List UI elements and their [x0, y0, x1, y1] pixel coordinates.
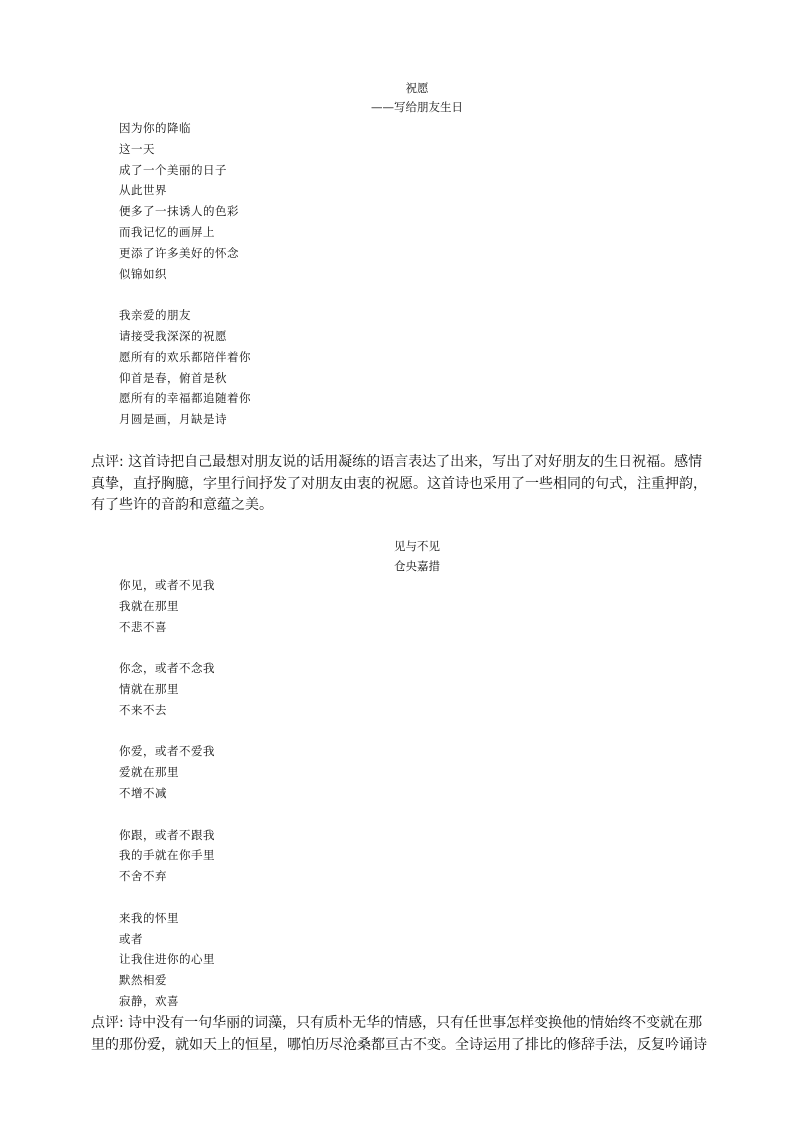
- poem2-body: [119, 575, 215, 1012]
- poem-line: 从此世界: [119, 183, 167, 198]
- poem-line: 请接受我深深的祝愿: [119, 328, 227, 343]
- poem-line: 默然相爱: [119, 973, 167, 988]
- poem-line: 你念，或者不念我: [119, 661, 215, 676]
- stanza-break: [119, 887, 215, 908]
- poem1-subtitle: ——写给朋友生日: [371, 100, 463, 114]
- poem-line: 或者: [119, 931, 143, 946]
- poem-line: 你爱，或者不爱我: [119, 744, 215, 759]
- poem-line: 而我记忆的画屏上: [119, 224, 215, 239]
- poem2-author: 仓央嘉措: [394, 559, 440, 573]
- poem1-body: [119, 118, 251, 430]
- poem-line: 不舍不弃: [119, 869, 167, 884]
- stanza-break: [119, 637, 215, 658]
- poem-line: 成了一个美丽的日子: [119, 162, 227, 177]
- poem-line: 你见，或者不见我: [119, 578, 215, 592]
- poem-line: 让我住进你的心里: [119, 952, 215, 967]
- poem-line: 更添了许多美好的怀念: [119, 245, 239, 260]
- poem-line: 情就在那里: [119, 681, 179, 696]
- poem-line: 不来不去: [119, 702, 167, 717]
- poem-line: 仰首是春，俯首是秋: [119, 370, 227, 385]
- stanza-break: [119, 721, 215, 742]
- poem2-title: 见与不见: [394, 539, 440, 553]
- poem-line: 愿所有的幸福都追随着你: [119, 391, 251, 406]
- poem-line: 我就在那里: [119, 598, 179, 613]
- poem-line: 愿所有的欢乐都陪伴着你: [119, 349, 251, 364]
- poem-line: 不增不减: [119, 785, 167, 800]
- poem1-title: 祝愿: [405, 81, 429, 95]
- stanza-break: [119, 284, 251, 305]
- poem-line: 爱就在那里: [119, 765, 179, 780]
- poem-line: 来我的怀里: [119, 910, 179, 925]
- comment2: 点评: 诗中没有一句华丽的词藻，只有质朴无华的情感，只有任世事怎样变换他的情始终不变就在那里的那份爱，就如天上的恒星，哪怕历尽沧桑都亘古不变。全诗运用了排比的修辞手法，反复吟诵诗: [91, 1015, 707, 1053]
- poem-line: 不悲不喜: [119, 619, 167, 634]
- poem-line: 因为你的降临: [119, 121, 191, 135]
- poem-line: 便多了一抹诱人的色彩: [119, 204, 239, 219]
- stanza-break: [119, 804, 215, 825]
- poem-line: 你跟，或者不跟我: [119, 827, 215, 842]
- poem-line: 寂静，欢喜: [119, 993, 179, 1008]
- poem-line: 月圆是画，月缺是诗: [119, 412, 227, 427]
- comment1: 点评: 这首诗把自己最想对朋友说的话用凝练的语言表达了出来，写出了对好朋友的生日祝福。感情真挚，直抒胸臆，字里行间抒发了对朋友由衷的祝愿。这首诗也采用了一些相同的句式，注重押韵，有了些许的音韵和意蕴之美。: [91, 454, 707, 513]
- poem-line: 这一天: [119, 141, 155, 156]
- poem-line: 似锦如织: [119, 266, 167, 281]
- poem-line: 我亲爱的朋友: [119, 308, 191, 323]
- poem-line: 我的手就在你手里: [119, 848, 215, 863]
